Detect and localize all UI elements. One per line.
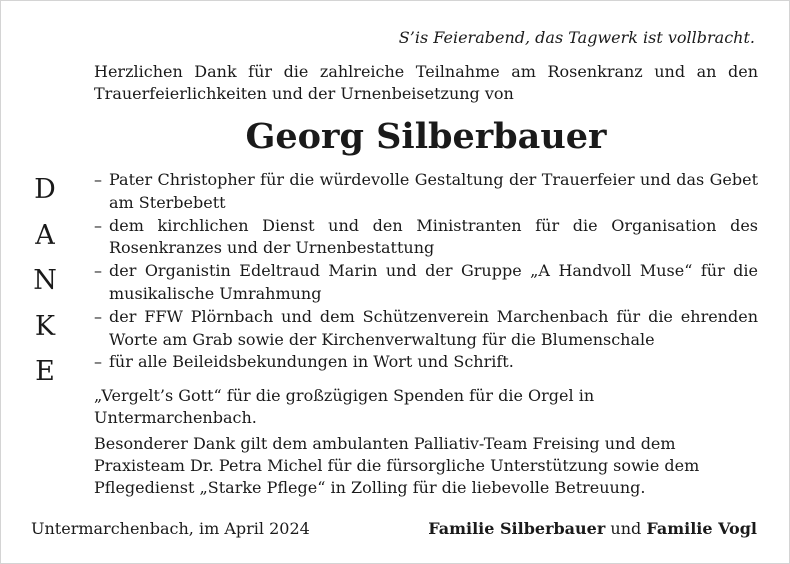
deceased-name: Georg Silberbauer	[245, 116, 607, 157]
danke-letter: A	[35, 219, 55, 251]
thanks-item: – für alle Beileidsbekundungen in Wort und Schrift.	[94, 351, 758, 374]
thanks-item: – der Organistin Edeltraud Marin und der Gruppe „A Handvoll Muse“ für die musikalische Umrahmung	[94, 260, 758, 306]
signature-family-2: Familie Vogl	[646, 519, 757, 538]
danke-letter: E	[35, 356, 55, 388]
signature-connector: und	[610, 519, 642, 538]
place-date: Untermarchenbach, im April 2024	[31, 519, 310, 538]
thanks-item: – der FFW Plörnbach und dem Schützenverein Marchenbach für die ehrenden Worte am Grab sowie der Kirchenverwaltung für die Blumenschale	[94, 306, 758, 352]
danke-letter: N	[33, 265, 57, 297]
motto-line: S’is Feierabend, das Tagwerk ist vollbracht.	[398, 28, 755, 47]
danke-letter: K	[34, 310, 56, 342]
danke-vertical-word	[29, 167, 61, 395]
vergelts-gott-text: „Vergelt’s Gott“ für die großzügigen Spenden für die Orgel in Untermarchenbach.	[94, 386, 595, 427]
signature-family-1: Familie Silberbauer	[428, 519, 606, 538]
thanks-item: – Pater Christopher für die würdevolle Gestaltung der Trauerfeier und das Gebet am Sterbebett	[94, 169, 758, 215]
danke-letter: D	[34, 174, 56, 205]
intro-text: Herzlichen Dank für die zahlreiche Teilnahme am Rosenkranz und an den Trauerfeierlichkeiten und der Urnenbeisetzung von	[94, 62, 758, 103]
thanks-list	[94, 169, 758, 374]
thanks-item: – dem kirchlichen Dienst und den Ministranten für die Organisation des Rosenkranzes und der Urnenbestattung	[94, 215, 758, 261]
special-thanks-text: Besonderer Dank gilt dem ambulanten Palliativ-Team Freising und dem Praxisteam Dr. Petra Michel für die fürsorgliche Unterstützung sowie dem Pflegedienst „Starke Pflege“ in Zolling für die liebevolle Betreuung.	[94, 434, 700, 497]
signature	[428, 518, 757, 540]
